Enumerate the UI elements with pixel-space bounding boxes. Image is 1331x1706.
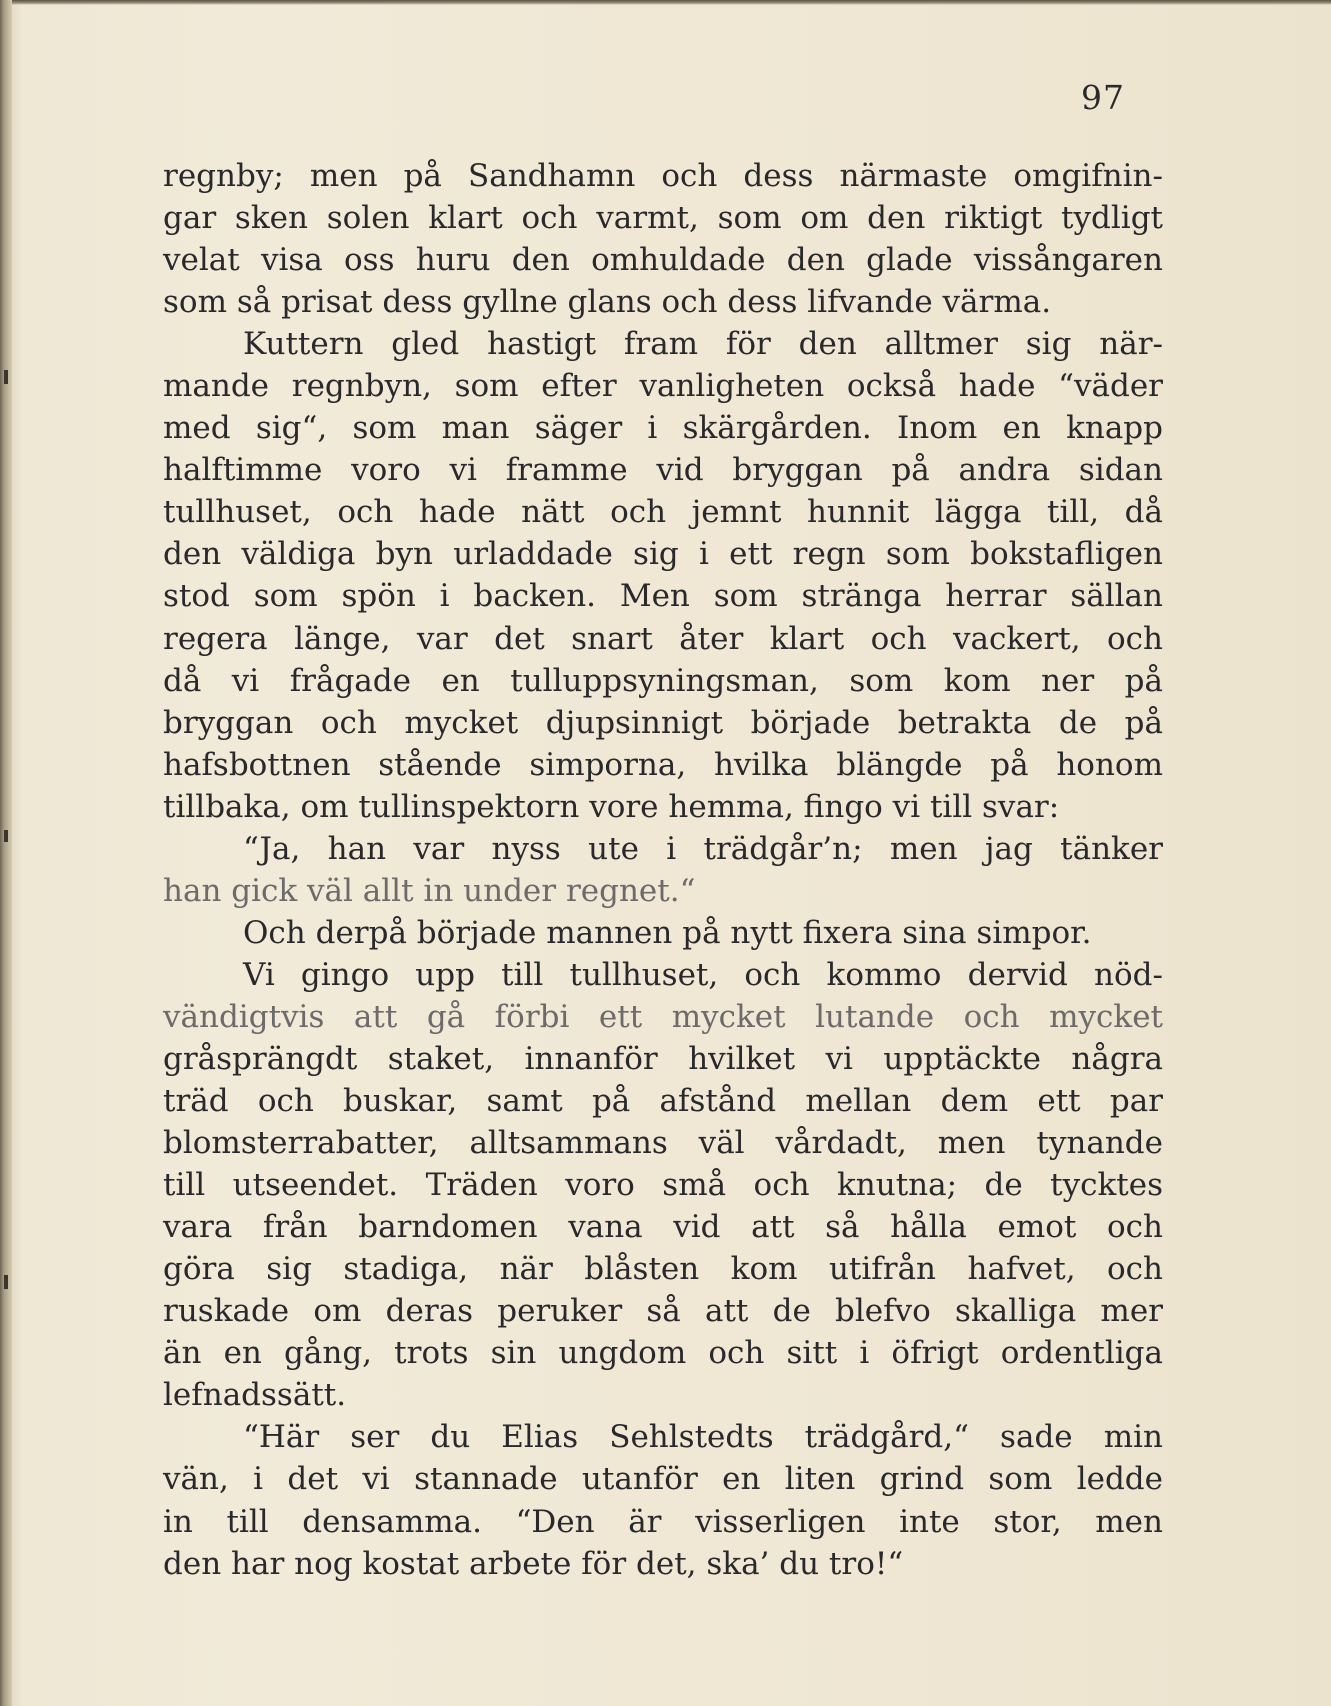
- text-line: tillbaka, om tullinspektorn vore hemma, fingo vi till svar:: [163, 788, 1060, 825]
- text-line: den har nog kostat arbete för det, ska’ du tro!“: [163, 1545, 904, 1582]
- text-line: velat visa oss huru den omhuldade den glade vissångaren: [163, 242, 1163, 279]
- text-line: Kuttern gled hastigt fram för den alltmer sig när-: [243, 326, 1163, 363]
- book-gutter: [0, 0, 12, 1706]
- text-line: träd och buskar, samt på afstånd mellan dem ett par: [163, 1083, 1163, 1120]
- text-line: än en gång, trots sin ungdom och sitt i öfrigt ordentliga: [163, 1335, 1163, 1372]
- text-line: vändigtvis att gå förbi ett mycket lutande och mycket: [163, 998, 1163, 1035]
- text-line: Och derpå började mannen på nytt fixera sina simpor.: [243, 914, 1092, 951]
- page-top-edge: [0, 0, 1331, 5]
- text-line: stod som spön i backen. Men som stränga herrar sällan: [163, 578, 1163, 615]
- text-line: han gick väl allt in under regnet.“: [163, 872, 696, 909]
- text-line: “Här ser du Elias Sehlstedts trädgård,“ sade min: [243, 1419, 1163, 1456]
- text-line: gar sken solen klart och varmt, som om den riktigt tydligt: [163, 200, 1163, 237]
- text-line: gråsprängdt staket, innanför hvilket vi upptäckte några: [163, 1040, 1163, 1077]
- text-line: som så prisat dess gyllne glans och dess lifvande värma.: [163, 284, 1052, 321]
- text-line: mande regnbyn, som efter vanligheten också hade “väder: [163, 368, 1163, 405]
- text-line: blomsterrabatter, alltsammans väl vårdadt, men tynande: [163, 1125, 1163, 1162]
- text-line: hafsbottnen stående simporna, hvilka blängde på honom: [163, 746, 1163, 783]
- text-line: vän, i det vi stannade utanför en liten grind som ledde: [163, 1461, 1163, 1498]
- text-line: lefnadssätt.: [163, 1377, 347, 1414]
- text-line: Vi gingo upp till tullhuset, och kommo dervid nöd-: [243, 956, 1163, 993]
- spine-mark: [4, 1275, 8, 1289]
- text-line: med sig“, som man säger i skärgården. Inom en knapp: [163, 410, 1163, 447]
- text-line: till utseendet. Träden voro små och knutna; de tycktes: [163, 1167, 1163, 1204]
- page-number: 97: [1081, 78, 1125, 117]
- text-line: “Ja, han var nyss ute i trädgår’n; men jag tänker: [243, 830, 1163, 867]
- body-text: [163, 155, 1163, 1585]
- text-line: regera länge, var det snart åter klart och vackert, och: [163, 620, 1163, 657]
- spine-mark: [4, 370, 8, 384]
- text-line: då vi frågade en tulluppsyningsman, som kom ner på: [163, 662, 1163, 699]
- text-line: halftimme voro vi framme vid bryggan på andra sidan: [163, 452, 1163, 489]
- text-line: bryggan och mycket djupsinnigt började betrakta de på: [163, 704, 1163, 741]
- text-line: regnby; men på Sandhamn och dess närmaste omgifnin-: [163, 158, 1163, 194]
- spine-mark: [4, 830, 8, 842]
- text-line: den väldiga byn urladdade sig i ett regn som bokstafligen: [163, 536, 1163, 573]
- text-line: tullhuset, och hade nätt och jemnt hunnit lägga till, då: [163, 494, 1163, 531]
- text-line: in till densamma. “Den är visserligen inte stor, men: [163, 1503, 1163, 1540]
- text-line: göra sig stadiga, när blåsten kom utifrån hafvet, och: [163, 1251, 1163, 1288]
- text-line: vara från barndomen vana vid att så hålla emot och: [163, 1209, 1163, 1246]
- text-line: ruskade om deras peruker så att de blefvo skalliga mer: [163, 1293, 1163, 1330]
